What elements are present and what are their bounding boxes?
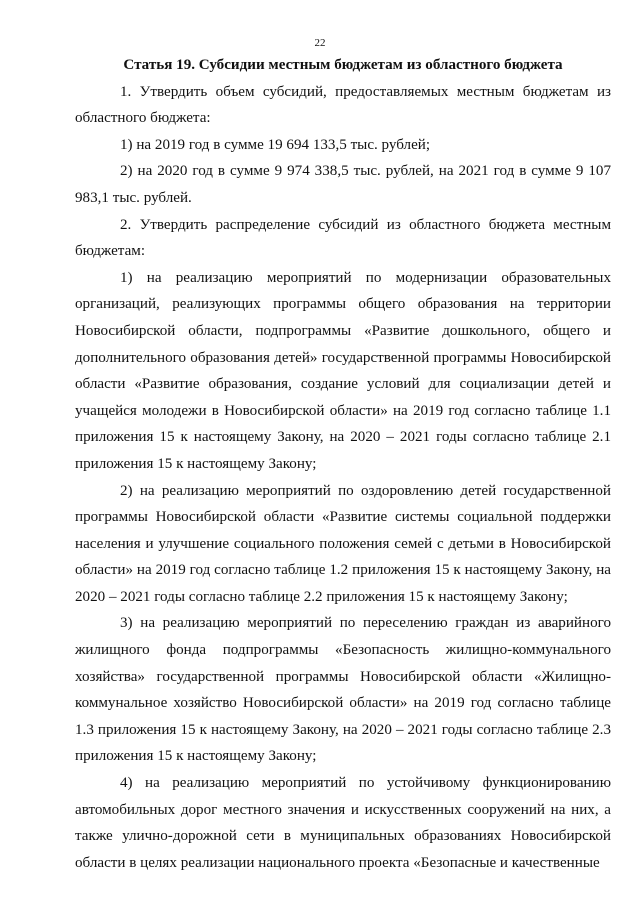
document-body xyxy=(75,52,611,876)
page-number: 22 xyxy=(314,37,326,49)
paragraph: 1) на реализацию мероприятий по модернизации образовательных организаций, реализующих программы общего образования на территории Новосибирской области, подпрограммы «Развитие дошкольного, общего и дополнительного образования детей» государственной программы Новосибирской области «Развитие образования, создание условий для социализации детей и учащейся молодежи в Новосибирской области» на 2019 год согласно таблице 1.1 приложения 15 к настоящему Закону, на 2020 – 2021 годы согласно таблице 2.1 приложения 15 к настоящему Закону; xyxy=(75,269,611,472)
article-title: Статья 19. Субсидии местным бюджетам из областного бюджета xyxy=(123,57,563,73)
paragraph: 4) на реализацию мероприятий по устойчивому функционированию автомобильных дорог местного значения и искусственных сооружений на них, а также улично-дорожной сети в муниципальных образованиях Новосибирской области в целях реализации национального проекта «Безопасные и качественные xyxy=(75,775,611,871)
paragraph: 3) на реализацию мероприятий по переселению граждан из аварийного жилищного фонда подпрограммы «Безопасность жилищно-коммунального хозяйства» государственной программы Новосибирской области «Жилищно-коммунальное хозяйство Новосибирской области» на 2019 год согласно таблице 1.3 приложения 15 к настоящему Закону, на 2020 – 2021 годы согласно таблице 2.3 приложения 15 к настоящему Закону; xyxy=(75,615,611,765)
paragraph: 2. Утвердить распределение субсидий из областного бюджета местным бюджетам: xyxy=(75,216,611,260)
paragraph: 2) на реализацию мероприятий по оздоровлению детей государственной программы Новосибирской области «Развитие системы социальной поддержки населения и улучшение социального положения семей с детьми в Новосибирской области» на 2019 год согласно таблице 1.2 приложения 15 к настоящему Закону, на 2020 – 2021 годы согласно таблице 2.2 приложения 15 к настоящему Закону; xyxy=(75,482,611,605)
paragraph: 2) на 2020 год в сумме 9 974 338,5 тыс. рублей, на 2021 год в сумме 9 107 983,1 тыс. рублей. xyxy=(75,163,611,206)
paragraph: 1) на 2019 год в сумме 19 694 133,5 тыс. рублей; xyxy=(120,136,431,153)
paragraph: 1. Утвердить объем субсидий, предоставляемых местным бюджетам из областного бюджета: xyxy=(75,83,611,127)
